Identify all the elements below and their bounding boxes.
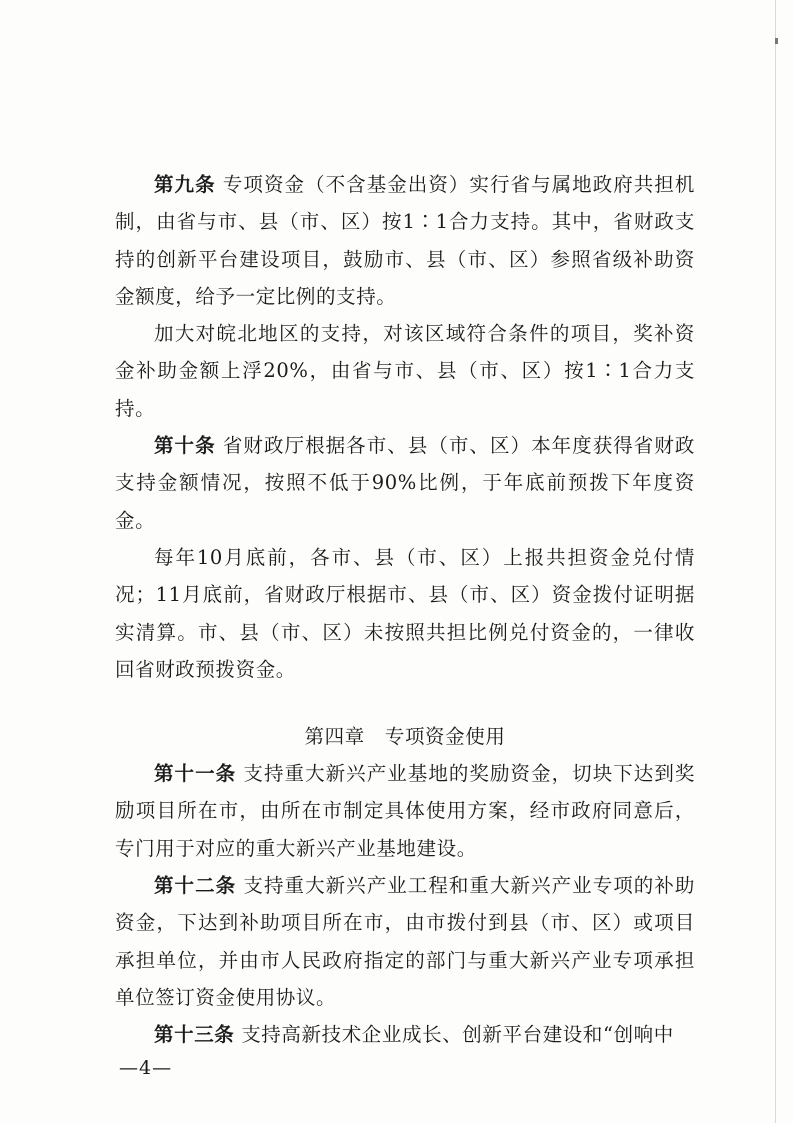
article-10-text: 省财政厅根据各市、县（市、区）本年度获得省财政支持金额情况，按照不低于90%比例，于年底前预拨下年度资金。 xyxy=(115,434,695,532)
article-10-continuation-paragraph xyxy=(115,539,695,688)
scan-edge-mark xyxy=(775,38,778,44)
article-11-heading: 第十一条 xyxy=(154,762,237,786)
page-number: —4— xyxy=(119,1057,173,1079)
article-9-text: 专项资金（不含基金出资）实行省与属地政府共担机制，由省与市、县（市、区）按1∶1合力支持。其中，省财政支持的创新平台建设项目，鼓励市、县（市、区）参照省级补助资金额度，给予一定比例的支持。 xyxy=(115,173,695,308)
article-13-text: 支持高新技术企业成长、创新平台建设和“创响中 xyxy=(234,1023,674,1047)
article-9-heading: 第九条 xyxy=(154,173,216,196)
scan-edge-line xyxy=(775,0,776,1123)
article-10-paragraph xyxy=(115,427,695,539)
chapter-number: 第四章 xyxy=(304,725,365,749)
document-body xyxy=(115,166,695,1054)
article-10-continuation-text: 每年10月底前，各市、县（市、区）上报共担资金兑付情况；11月底前，省财政厅根据市、县（市、区）资金拨付证明据实清算。市、县（市、区）未按照共担比例兑付资金的，一律收回省财政预拨资金。 xyxy=(115,545,695,681)
article-12-heading: 第十二条 xyxy=(154,874,237,898)
article-9-continuation-paragraph xyxy=(115,315,695,427)
article-10-heading: 第十条 xyxy=(154,434,216,458)
article-11-paragraph xyxy=(115,755,695,867)
article-12-text: 支持重大新兴产业工程和重大新兴产业专项的补助资金，下达到补助项目所在市，由市拨付到县（市、区）或项目承担单位，并由市人民政府指定的部门与重大新兴产业专项承担单位签订资金使用协议。 xyxy=(115,874,695,1009)
chapter-heading xyxy=(115,718,695,755)
article-13-paragraph xyxy=(115,1016,695,1053)
article-13-heading: 第十三条 xyxy=(154,1023,235,1047)
article-11-text: 支持重大新兴产业基地的奖励资金，切块下达到奖励项目所在市，由所在市制定具体使用方案，经市政府同意后，专门用于对应的重大新兴产业基地建设。 xyxy=(115,762,695,860)
chapter-title: 专项资金使用 xyxy=(384,725,506,749)
article-9-paragraph xyxy=(115,166,695,315)
article-9-continuation-text: 加大对皖北地区的支持，对该区域符合条件的项目，奖补资金补助金额上浮20%，由省与市、县（市、区）按1∶1合力支持。 xyxy=(115,322,695,420)
article-12-paragraph xyxy=(115,867,695,1016)
